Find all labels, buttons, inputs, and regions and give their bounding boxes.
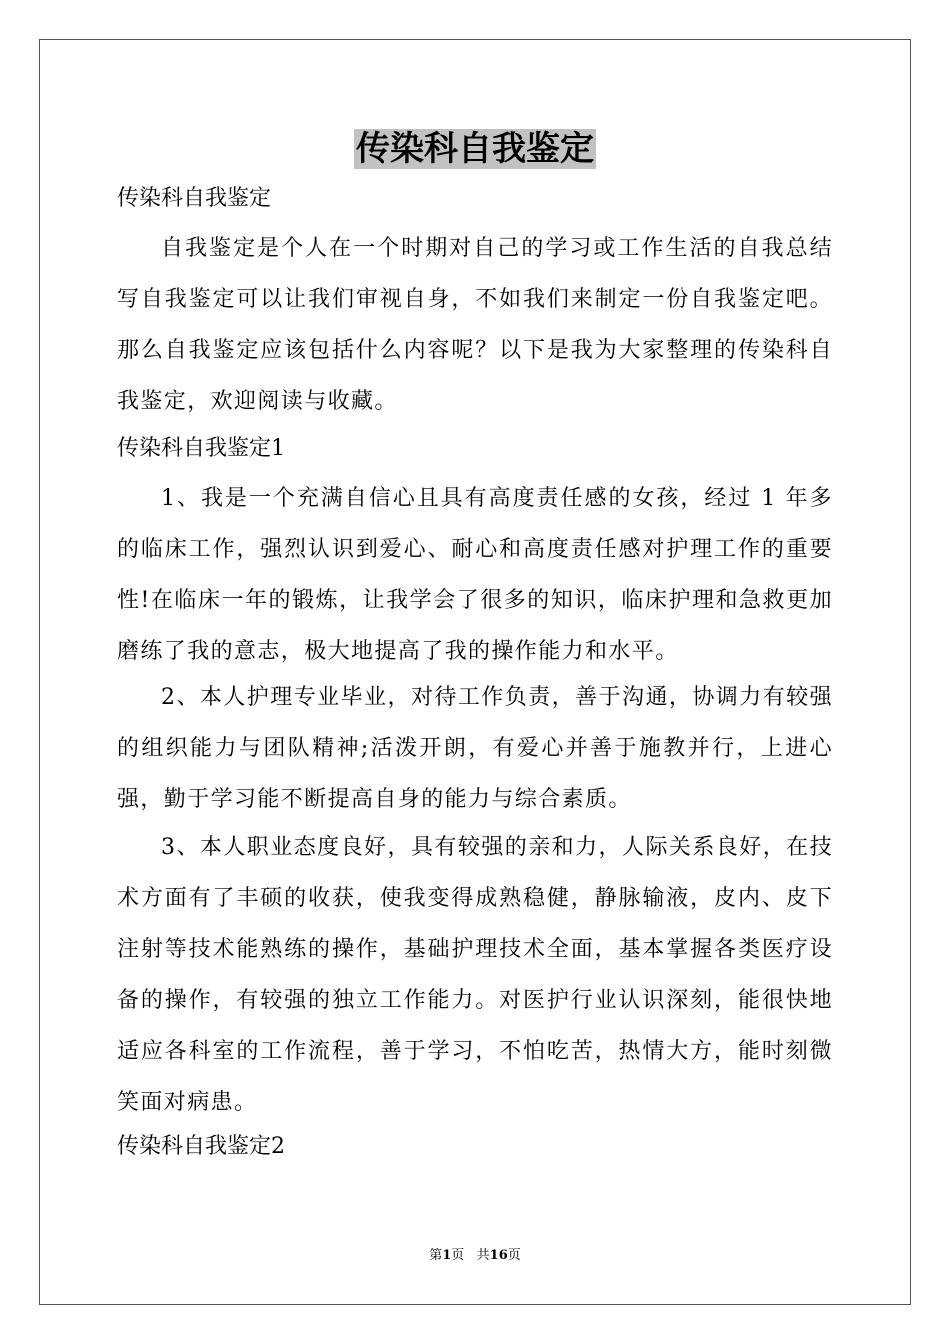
section-heading-2: 传染科自我鉴定2 xyxy=(117,1134,285,1159)
section-heading-1: 传染科自我鉴定1 xyxy=(117,436,285,461)
footer-mid: 页 共 xyxy=(451,1248,490,1263)
section1-paragraph-1: 1、我是一个充满自信心且具有高度责任感的女孩，经过 1 年多的临床工作，强烈认识到爱心、耐心和高度责任感对护理工作的重要性!在临床一年的锻炼，让我学会了很多的知识，临床护理和急救更加磨练了我的意志，极大地提高了我的操作能力和水平。 xyxy=(117,486,833,664)
page-footer xyxy=(0,1244,950,1263)
footer-prefix: 第 xyxy=(429,1248,443,1263)
intro-paragraph: 自我鉴定是个人在一个时期对自己的学习或工作生活的自我总结写自我鉴定可以让我们审视自身，不如我们来制定一份自我鉴定吧。那么自我鉴定应该包括什么内容呢？以下是我为大家整理的传染科自我鉴定，欢迎阅读与收藏。 xyxy=(117,236,833,414)
section1-paragraph-2: 2、本人护理专业毕业，对待工作负责，善于沟通，协调力有较强的组织能力与团队精神;活泼开朗，有爱心并善于施教并行，上进心强，勤于学习能不断提高自身的能力与综合素质。 xyxy=(117,685,833,812)
document-title xyxy=(117,126,833,172)
section1-paragraph-3: 3、本人职业态度良好，具有较强的亲和力，人际关系良好，在技术方面有了丰硕的收获，使我变得成熟稳健，静脉输液，皮内、皮下注射等技术能熟练的操作，基础护理技术全面，基本掌握各类医疗设备的操作，有较强的独立工作能力。对医护行业认识深刻，能很快地适应各科室的工作流程，善于学习，不怕吃苦，热情大方，能时刻微笑面对病患。 xyxy=(117,835,833,1115)
footer-suffix: 页 xyxy=(507,1248,521,1263)
document-subtitle: 传染科自我鉴定 xyxy=(117,186,272,211)
footer-current-page: 1 xyxy=(442,1248,452,1263)
footer-total-pages: 16 xyxy=(489,1248,508,1263)
document-title-text: 传染科自我鉴定 xyxy=(356,129,594,169)
